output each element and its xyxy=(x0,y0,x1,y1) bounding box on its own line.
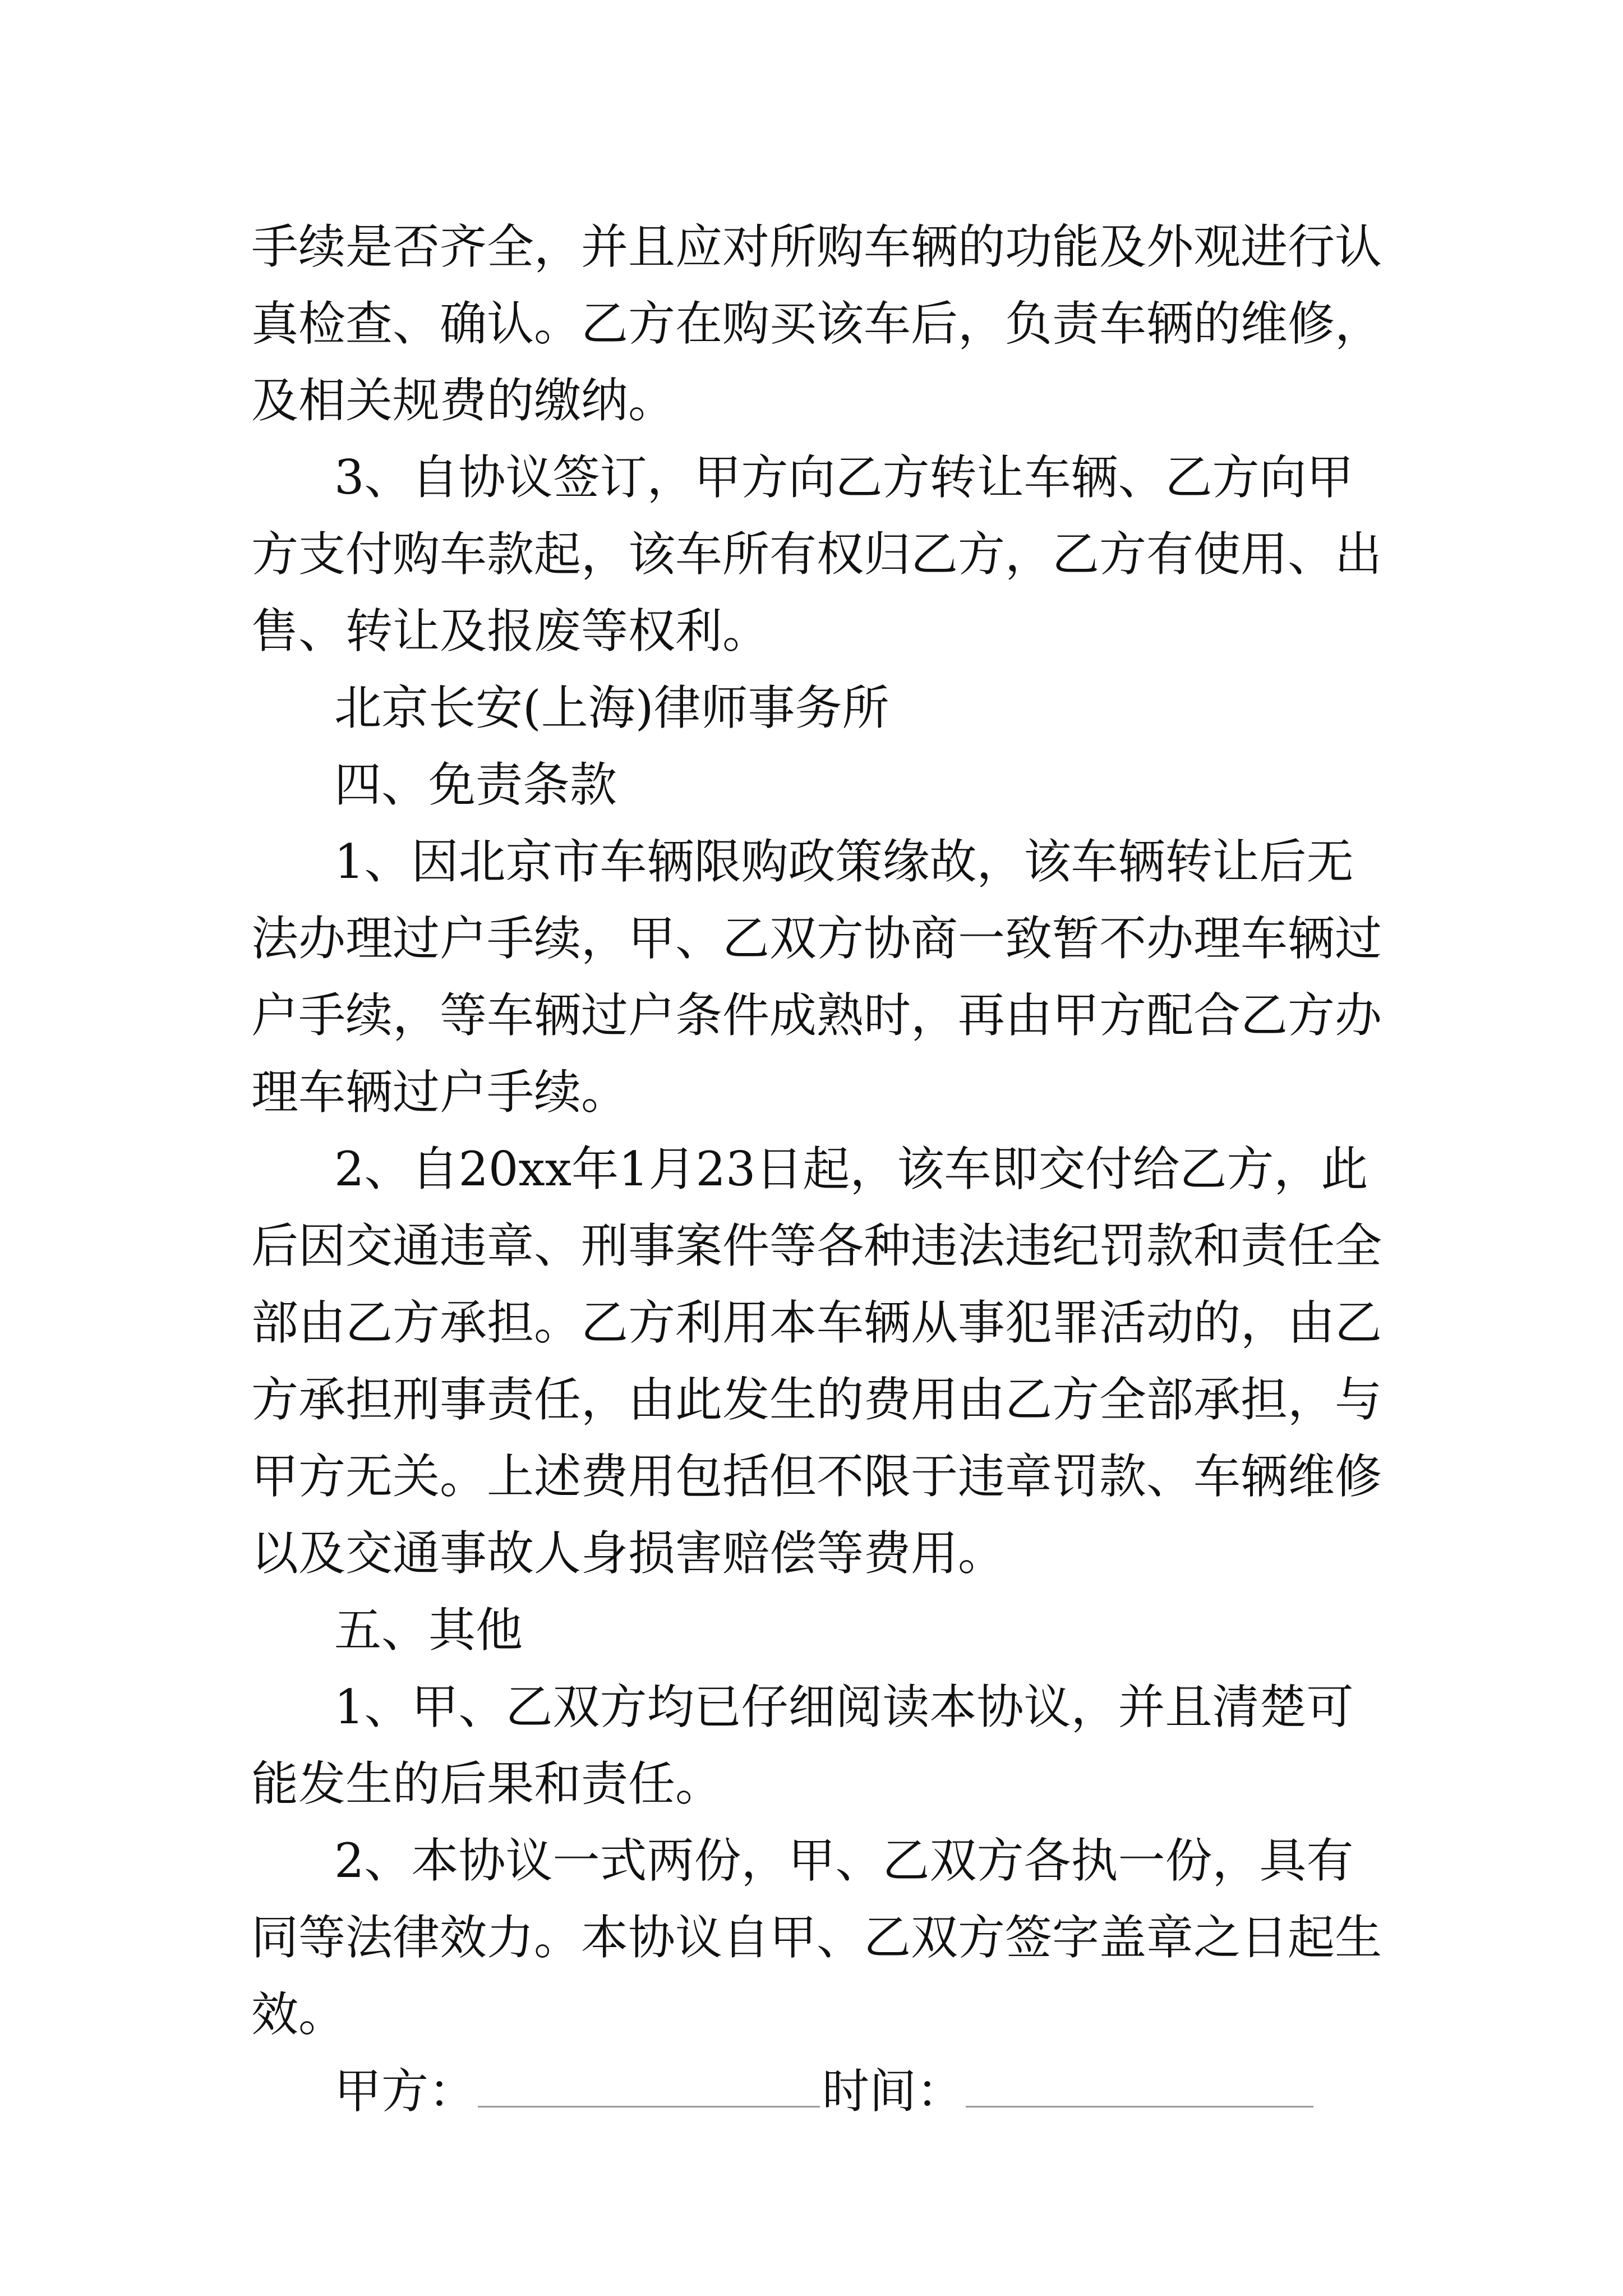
party-a-signature-blank[interactable] xyxy=(478,2060,820,2108)
time-label: 时间： xyxy=(822,2064,964,2119)
document-body xyxy=(251,209,1395,2130)
section-heading-other: 五、其他 xyxy=(334,1603,523,1658)
paragraph-other-2: 2、本协议一式两份，甲、乙双方各执一份，具有同等法律效力。本协议自甲、乙双方签字盖章之日起生效。 xyxy=(251,1833,1382,2042)
paragraph-other-1: 1、甲、乙双方均已仔细阅读本协议，并且清楚可能发生的后果和责任。 xyxy=(251,1680,1354,1811)
party-a-label: 甲方： xyxy=(334,2064,476,2119)
paragraph-disclaimer-1: 1、因北京市车辆限购政策缘故，该车辆转让后无法办理过户手续，甲、乙双方协商一致暂不办理车辆过户手续，等车辆过户条件成熟时，再由甲方配合乙方办理车辆过户手续。 xyxy=(251,834,1382,1120)
time-blank[interactable] xyxy=(966,2060,1313,2108)
paragraph-disclaimer-2: 2、自20xx年1月23日起，该车即交付给乙方，此后因交通违章、刑事案件等各种违法违纪罚款和责任全部由乙方承担。乙方利用本车辆从事犯罪活动的，由乙方承担刑事责任，由此发生的费用由乙方全部承担，与甲方无关。上述费用包括但不限于违章罚款、车辆维修以及交通事故人身损害赔偿等费用。 xyxy=(251,1142,1382,1581)
section-heading-disclaimer: 四、免责条款 xyxy=(334,757,617,812)
paragraph-law-firm: 北京长安(上海)律师事务所 xyxy=(334,680,889,735)
signature-line xyxy=(251,2053,1395,2130)
paragraph-clause-3: 3、自协议签订，甲方向乙方转让车辆、乙方向甲方支付购车款起，该车所有权归乙方，乙方有使用、出售、转让及报废等权利。 xyxy=(251,450,1382,659)
paragraph-continuation: 手续是否齐全，并且应对所购车辆的功能及外观进行认真检查、确认。乙方在购买该车后，负责车辆的维修，及相关规费的缴纳。 xyxy=(251,219,1382,428)
